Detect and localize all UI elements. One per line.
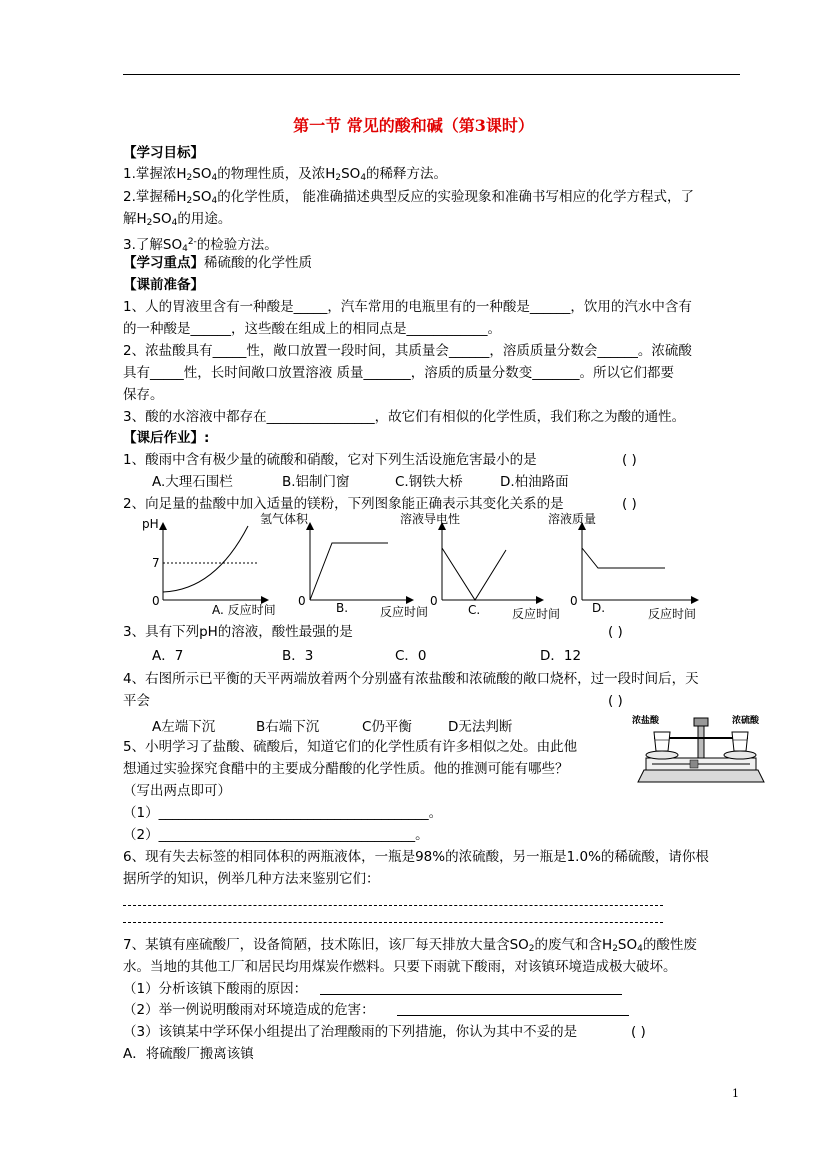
hw-q6-answer-line-2 [123,922,663,923]
objectives-heading: 【学习目标】 [123,145,204,161]
hw-q3-opt-a: A．7 [152,648,184,664]
page-number: 1 [732,1087,739,1100]
prep-q3: 3、酸的水溶液中都存在________________，故它们有相似的化学性质，我们称之为酸的通性。 [123,409,686,425]
graph-a-ylabel: pH [142,517,159,531]
hw-q4-line2: 平会 [123,693,150,709]
hw-q5-answer-2: （2）______________________________________。 [123,827,429,843]
hw-q5-line1: 5、小明学习了盐酸、硫酸后，知道它们的化学性质有许多相似之处。由此他 [123,739,578,755]
graph-a-tick7: 7 [152,556,160,570]
hw-q7-sub3: （3）该镇某中学环保小组提出了治理酸雨的下列措施，你认为其中不妥的是 [123,1024,578,1040]
balance-label-left: 浓盐酸 [632,716,660,726]
hw-q3: 3、具有下列pH的溶液，酸性最强的是 [123,624,353,640]
page-title: 第一节 常见的酸和碱（第3课时） [293,116,534,135]
homework-heading: 【课后作业】: [123,430,210,446]
hw-q1-opt-c: C.钢铁大桥 [395,474,463,490]
focus-line [123,253,312,273]
graph-b [260,511,428,619]
beaker-right-icon [732,732,748,751]
hw-q7-sub1-answer-line [320,994,622,995]
graph-a [142,517,276,617]
graph-d-ylabel: 溶液质量 [548,512,597,526]
hw-q1-opt-a: A.大理石围栏 [152,474,233,490]
graph-a-zero: 0 [152,594,160,608]
hw-q1-opt-d: D.柏油路面 [500,474,569,490]
prep-heading: 【课前准备】 [123,277,204,293]
graph-c-xlabel: 反应时间 [512,607,561,621]
hw-q7-line2: 水。当地的其他工厂和居民均用煤炭作燃料。只要下雨就下酸雨，对该镇环境造成极大破坏。 [123,959,677,975]
prep-q1-line1: 1、人的胃液里含有一种酸是_____，汽车常用的电瓶里有的一种酸是______，饮用的汽水中含有 [123,299,692,315]
hw-q3-paren: ( ) [608,624,623,640]
hw-q4-opt-b: B右端下沉 [256,719,320,735]
hw-q3-opt-c: C．0 [395,648,427,664]
beaker-left-icon [654,732,670,751]
hw-q2: 2、向足量的盐酸中加入适量的镁粉，下列图象能正确表示其变化关系的是 [123,496,564,512]
hw-q3-opt-d: D．12 [540,648,582,664]
hw-q1-paren: ( ) [622,452,637,468]
hw-q1: 1、酸雨中含有极少量的硫酸和硝酸，它对下列生活设施危害最小的是 [123,452,537,468]
graph-c-zero: 0 [430,594,438,608]
balance-figure [632,710,770,792]
hw-q2-paren: ( ) [622,496,637,512]
prep-q1-line2: 的一种酸是______，这些酸在组成上的相同点是____________。 [123,321,501,337]
prep-q2-line3: 保存。 [123,387,164,403]
graph-d-label: D. [592,601,606,615]
hw-q6-line1: 6、现有失去标签的相同体积的两瓶液体，一瓶是98%的浓硫酸，另一瓶是1.0%的稀硫酸，请你根 [123,849,709,865]
hw-q4-paren: ( ) [608,693,623,709]
objective-2-line2: 解$H_2SO_4$的用途。 [123,211,232,228]
hw-q4-opt-d: D无法判断 [448,719,513,735]
graph-d-xlabel: 反应时间 [648,607,697,621]
prep-q2-line1: 2、浓盐酸具有_____性，敞口放置一段时间，其质量会______，溶质质量分数会______。浓硫酸 [123,343,692,359]
q2-graphs [120,508,720,624]
objective-1: 1.掌握浓$H_2SO_4$的物理性质，及浓$H_2SO_4$的稀释方法。 [123,166,448,183]
hw-q7-sub2-answer-line [397,1015,629,1016]
focus-heading: 【学习重点】 [123,255,204,271]
graph-b-ylabel: 氢气体积 [260,512,309,526]
hw-q7-sub1: （1）分析该镇下酸雨的原因： [123,981,308,997]
graph-a-label: A. 反应时间 [212,603,276,617]
hw-q4-opt-c: C仍平衡 [362,719,412,735]
objective-2-line1: 2.掌握稀$H_2SO_4$的化学性质， 能准确描述典型反应的实验现象和准确书写相应的化学方程式，了 [123,189,695,206]
balance-label-right: 浓硫酸 [732,716,760,726]
graph-b-zero: 0 [298,594,306,608]
hw-q4-line1: 4、右图所示已平衡的天平两端放着两个分别盛有浓盐酸和浓硫酸的敞口烧杯，过一段时间后，天 [123,671,699,687]
hw-q5-line2: 想通过实验探究食醋中的主要成分醋酸的化学性质。他的推测可能有哪些？ [123,761,569,777]
hw-q6-answer-line-1 [123,905,663,906]
graph-d [548,511,696,621]
graph-d-zero: 0 [570,594,578,608]
hw-q5-line3: （写出两点即可） [123,783,231,799]
graph-b-xlabel: 反应时间 [380,605,429,619]
graph-c-label: C. [468,603,481,617]
hw-q7-sub3-paren: ( ) [631,1024,646,1040]
hw-q6-line2: 据所学的知识，例举几种方法来鉴别它们： [123,871,380,887]
balance-base [638,770,764,782]
graph-b-label: B. [336,601,349,615]
graph-c-ylabel: 溶液导电性 [400,512,461,526]
prep-q2-line2: 具有_____性，长时间敞口放置溶液 质量_______，溶质的质量分数变_______。所以它们都要 [123,365,675,381]
hw-q7-line1: 7、某镇有座硫酸厂，设备简陋，技术陈旧，该厂每天排放大量含$SO_2$的废气和含$H_2SO_4$的酸性废 [123,937,697,954]
hw-q3-opt-b: B．3 [282,648,314,664]
hw-q5-answer-1: （1）________________________________________。 [123,805,443,821]
objective-3: 3.了解$SO_4^{2-}$的检验方法。 [123,237,278,254]
header-rule [123,74,740,75]
hw-q7-option-a: A．将硫酸厂搬离该镇 [123,1046,254,1062]
hw-q1-opt-b: B.铝制门窗 [282,474,350,490]
hw-q4-opt-a: A左端下沉 [152,719,216,735]
focus-text: 稀硫酸的化学性质 [204,255,312,271]
hw-q7-sub2: （2）举一例说明酸雨对环境造成的危害： [123,1002,375,1018]
